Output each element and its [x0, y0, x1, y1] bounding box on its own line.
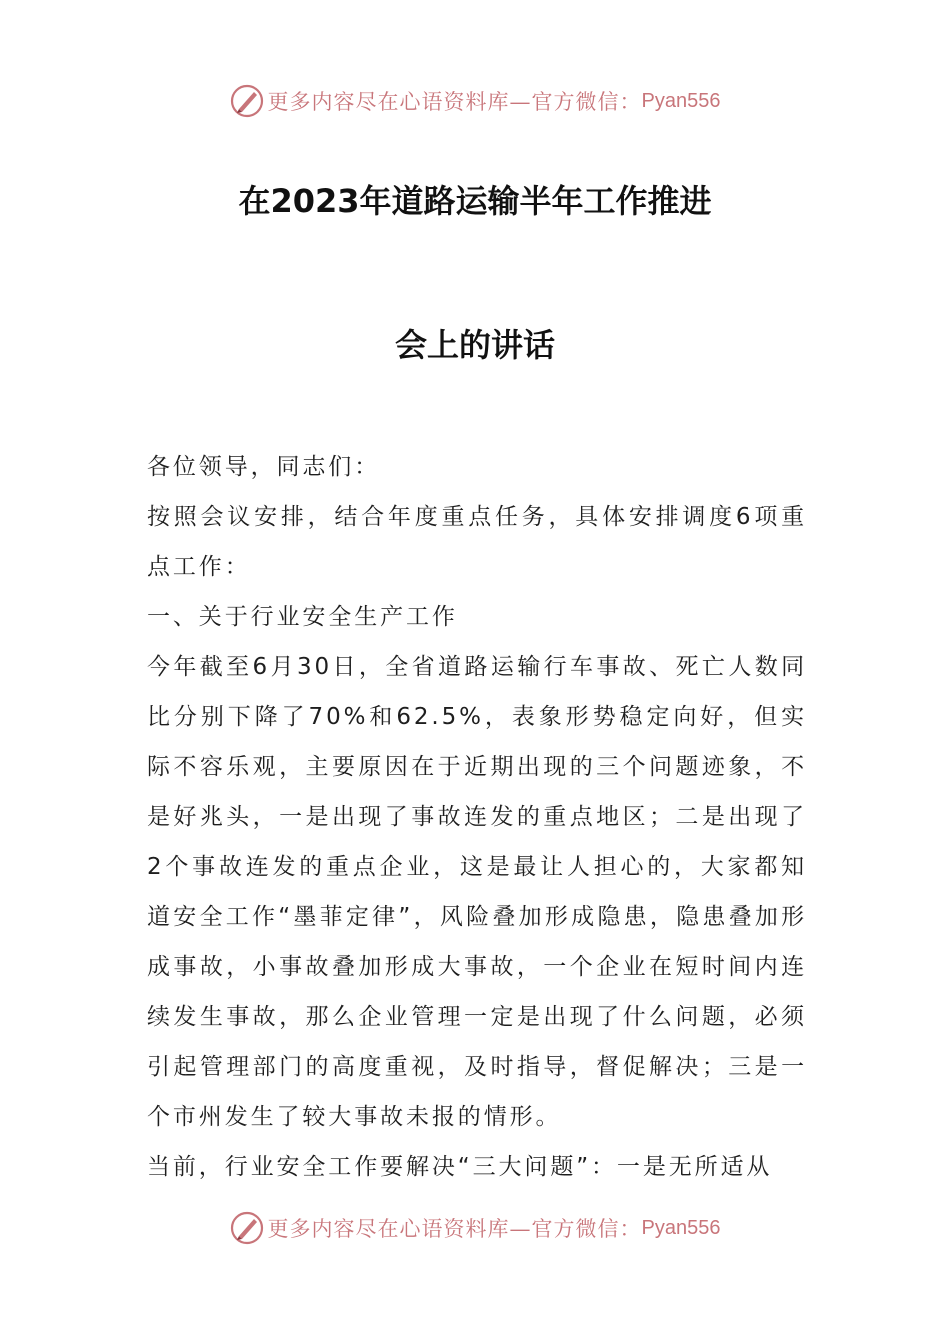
pen-logo-icon [230, 1211, 264, 1245]
document-body [147, 442, 807, 1192]
watermark-wechat-id: Pyan556 [641, 1216, 721, 1239]
salutation: 各位领导，同志们： [147, 454, 381, 480]
watermark-header [0, 84, 950, 118]
watermark-wechat-id: Pyan556 [641, 89, 721, 112]
pen-logo-icon [230, 84, 264, 118]
paragraph: 今年截至6月30日，全省道路运输行车事故、死亡人数同比分别下降了70%和62.5%，表象形势稳定向好，但实际不容乐观，主要原因在于近期出现的三个问题迹象，不是好兆头，一是出现了事故连发的重点地区；二是出现了2个事故连发的重点企业，这是最让人担心的，大家都知道安全工作“墨菲定律”，风险叠加形成隐患，隐患叠加形成事故，小事故叠加形成大事故，一个企业在短时间内连续发生事故，那么企业管理一定是出现了什么问题，必须引起管理部门的高度重视，及时指导，督促解决；三是一个市州发生了较大事故未报的情形。 [147, 654, 807, 1130]
section-heading: 一、关于行业安全生产工作 [147, 604, 458, 630]
watermark-text: 更多内容尽在心语资料库—官方微信： [267, 1217, 642, 1241]
watermark-text: 更多内容尽在心语资料库—官方微信： [267, 90, 642, 114]
document-title-line-2: 会上的讲话 [394, 326, 555, 364]
paragraph: 按照会议安排，结合年度重点任务，具体安排调度6项重点工作： [147, 504, 807, 580]
document-title-line-1: 在2023年道路运输半年工作推进 [238, 182, 712, 220]
paragraph: 当前，行业安全工作要解决“三大问题”：一是无所适从 [147, 1154, 773, 1180]
watermark-footer [0, 1211, 950, 1245]
